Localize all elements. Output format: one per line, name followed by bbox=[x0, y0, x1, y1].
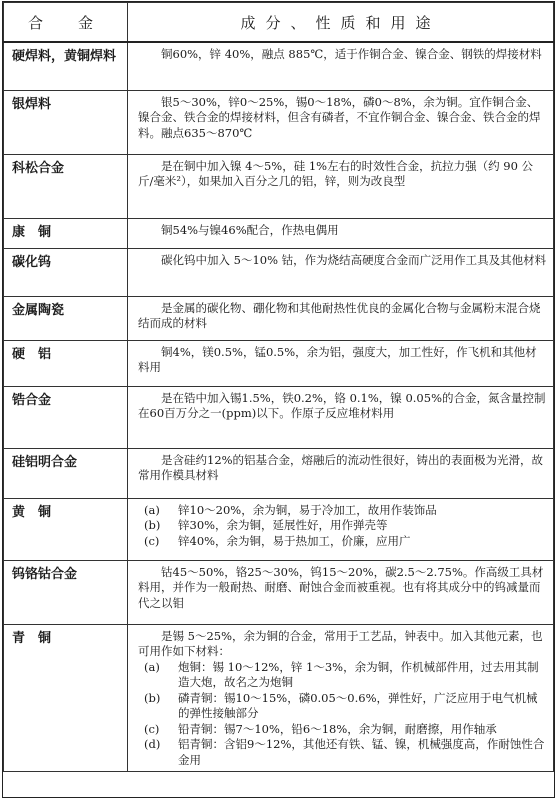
list-item bbox=[138, 691, 547, 722]
bronze-intro: 是锡 5～25%，余为铜的合金，常用于工艺品，钟表中。加入其他元素，也可用作如下材料： bbox=[138, 628, 543, 658]
alloy-desc bbox=[128, 624, 554, 772]
list-item bbox=[138, 534, 547, 550]
item-marker: (a) bbox=[144, 502, 160, 517]
alloy-table-sheet bbox=[2, 1, 555, 798]
table-row bbox=[4, 248, 554, 296]
alloy-name: 硬焊料，黄铜焊料 bbox=[4, 42, 128, 90]
alloy-name: 金属陶瓷 bbox=[4, 296, 128, 340]
table-row bbox=[4, 42, 554, 90]
table-row bbox=[4, 386, 554, 448]
table-row bbox=[4, 218, 554, 248]
alloy-name: 钨铬钴合金 bbox=[4, 560, 128, 624]
alloy-desc bbox=[128, 498, 554, 560]
alloy-name: 青 铜 bbox=[4, 624, 128, 772]
item-marker: (a) bbox=[144, 659, 160, 674]
alloy-desc: 碳化钨中加入 5～10% 钴，作为烧结高硬度合金而广泛用作工具及其他材料 bbox=[128, 248, 554, 296]
alloy-name: 锆合金 bbox=[4, 386, 128, 448]
table-row bbox=[4, 296, 554, 340]
list-item bbox=[138, 518, 547, 534]
alloy-desc: 是在铜中加入镍 4～5%，硅 1%左右的时效性合金，抗拉力强（约 90 公斤/毫米²），如果加入百分之几的铝，锌，则为改良型 bbox=[128, 154, 554, 218]
list-item bbox=[138, 722, 547, 738]
list-item bbox=[138, 660, 547, 691]
alloy-desc: 钴45～50%，铬25～30%，钨15～20%，碳2.5～2.75%。作高级工具材料用，并作为一般耐热、耐磨、耐蚀合金而被重视。也有将其成分中的钨减量而代之以钼 bbox=[128, 560, 554, 624]
list-item bbox=[138, 503, 547, 519]
table-row bbox=[4, 340, 554, 386]
alloy-name: 康 铜 bbox=[4, 218, 128, 248]
item-marker: (b) bbox=[144, 518, 161, 532]
alloy-desc: 是金属的碳化物、硼化物和其他耐热性优良的金属化合物与金属粉末混合烧结而成的材料 bbox=[128, 296, 554, 340]
item-text: 铅青铜：锡7～10%，铅6～18%，余为铜，耐磨擦，用作轴承 bbox=[178, 721, 497, 736]
table-row bbox=[4, 560, 554, 624]
alloy-desc: 银5～30%，锌0～25%，锡0～18%，磷0～8%，余为铜。宜作铜合金、镍合金、铁合金的焊接材料，但含有磷者，不宜作铜合金、镍合金、铁合金的焊料。融点635～870℃ bbox=[128, 90, 554, 154]
item-text: 锌30%，余为铜，延展性好，用作弹壳等 bbox=[178, 518, 388, 532]
item-text: 磷青铜：锡10～15%，磷0.05～0.6%，弹性好，广泛应用于电气机械的弹性接触部分 bbox=[178, 690, 538, 720]
alloy-name: 碳化钨 bbox=[4, 248, 128, 296]
item-marker: (c) bbox=[144, 721, 160, 736]
alloy-name: 科松合金 bbox=[4, 154, 128, 218]
alloy-name: 硅铝明合金 bbox=[4, 448, 128, 498]
alloy-name: 银焊料 bbox=[4, 90, 128, 154]
alloy-name: 黄 铜 bbox=[4, 498, 128, 560]
header-properties: 成分、性质和用途 bbox=[128, 3, 554, 43]
alloy-desc: 铜54%与镍46%配合，作热电偶用 bbox=[128, 218, 554, 248]
alloy-name: 硬 铝 bbox=[4, 340, 128, 386]
alloy-desc: 铜4%，镁0.5%，锰0.5%，余为铝，强度大，加工性好，作飞机和其他材料用 bbox=[128, 340, 554, 386]
item-text: 铝青铜：含铝9～12%，其他还有铁、锰、镍，机械强度高，作耐蚀性合金用 bbox=[178, 737, 545, 767]
table-row bbox=[4, 448, 554, 498]
list-item bbox=[138, 737, 547, 768]
alloy-desc: 铜60%，锌 40%，融点 885℃，适于作铜合金、镍合金、钢铁的焊接材料 bbox=[128, 42, 554, 90]
alloy-desc: 是在锆中加入锡1.5%，铁0.2%，铬 0.1%，镍 0.05%的合金，氮含量控制在60百万分之一(ppm)以下。作原子反应堆材料用 bbox=[128, 386, 554, 448]
table-row bbox=[4, 90, 554, 154]
item-marker: (d) bbox=[144, 737, 161, 751]
item-marker: (c) bbox=[144, 533, 160, 548]
item-text: 锌10～20%，余为铜，易于冷加工，故用作装饰品 bbox=[178, 502, 437, 517]
table-row bbox=[4, 498, 554, 560]
item-text: 炮铜：锡 10～12%，锌 1～3%，余为铜，作机械部件用，过去用其制造大炮，故名之为炮铜 bbox=[178, 659, 539, 689]
item-marker: (b) bbox=[144, 690, 161, 705]
alloy-table bbox=[3, 2, 554, 772]
item-text: 锌40%，余为铜，易于热加工，价廉，应用广 bbox=[178, 533, 411, 548]
header-alloy: 合 金 bbox=[4, 3, 128, 43]
alloy-desc: 是含硅约12%的铝基合金，熔融后的流动性很好，铸出的表面极为光滑，故常用作模具材料 bbox=[128, 448, 554, 498]
table-row bbox=[4, 154, 554, 218]
table-row bbox=[4, 624, 554, 772]
table-header-row bbox=[4, 3, 554, 43]
